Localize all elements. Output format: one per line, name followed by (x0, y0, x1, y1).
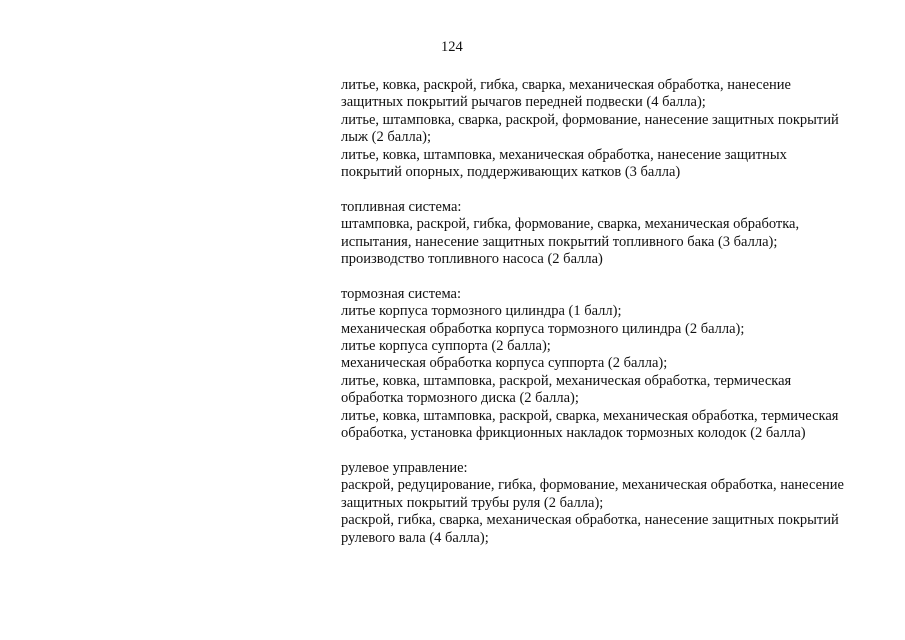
paragraph-spacer (341, 268, 886, 285)
section-heading: рулевое управление: (341, 459, 468, 476)
text-line: обработка тормозного диска (2 балла); (341, 390, 579, 407)
text-line: покрытий опорных, поддерживающих катков (3 балла) (341, 164, 681, 181)
page-number: 124 (441, 39, 463, 55)
text-line: литье, штамповка, сварка, раскрой, формование, нанесение защитных покрытий (341, 111, 839, 128)
text-line: защитных покрытий рычагов передней подвески (4 балла); (341, 94, 706, 111)
section-heading: тормозная система: (341, 285, 462, 302)
section-brake-system (341, 286, 886, 443)
section-suspension (341, 77, 886, 181)
text-line: раскрой, гибка, сварка, механическая обработка, нанесение защитных покрытий (341, 512, 839, 529)
text-line: литье корпуса суппорта (2 балла); (341, 338, 551, 355)
text-line: раскрой, редуцирование, гибка, формование, механическая обработка, нанесение (341, 477, 844, 494)
text-line: штамповка, раскрой, гибка, формование, сварка, механическая обработка, (341, 216, 800, 233)
section-heading: топливная система: (341, 198, 462, 215)
text-line: защитных покрытий трубы руля (2 балла); (341, 494, 604, 511)
text-line: лыж (2 балла); (341, 129, 432, 146)
text-line: механическая обработка корпуса суппорта (2 балла); (341, 355, 668, 372)
text-line: обработка, установка фрикционных накладок тормозных колодок (2 балла) (341, 425, 806, 442)
text-line: литье, ковка, штамповка, раскрой, механическая обработка, термическая (341, 372, 792, 389)
section-fuel-system (341, 199, 886, 269)
text-line: литье корпуса тормозного цилиндра (1 балл); (341, 303, 622, 320)
paragraph-spacer (341, 443, 886, 460)
text-line: испытания, нанесение защитных покрытий топливного бака (3 балла); (341, 233, 778, 250)
section-steering (341, 460, 886, 547)
text-line: литье, ковка, раскрой, гибка, сварка, механическая обработка, нанесение (341, 77, 791, 93)
text-line: литье, ковка, штамповка, раскрой, сварка, механическая обработка, термическая (341, 407, 839, 424)
document-body (341, 77, 886, 547)
text-line: производство топливного насоса (2 балла) (341, 251, 603, 268)
paragraph-spacer (341, 181, 886, 198)
text-line: механическая обработка корпуса тормозного цилиндра (2 балла); (341, 320, 745, 337)
text-line: литье, ковка, штамповка, механическая обработка, нанесение защитных (341, 146, 787, 163)
text-line: рулевого вала (4 балла); (341, 529, 489, 546)
